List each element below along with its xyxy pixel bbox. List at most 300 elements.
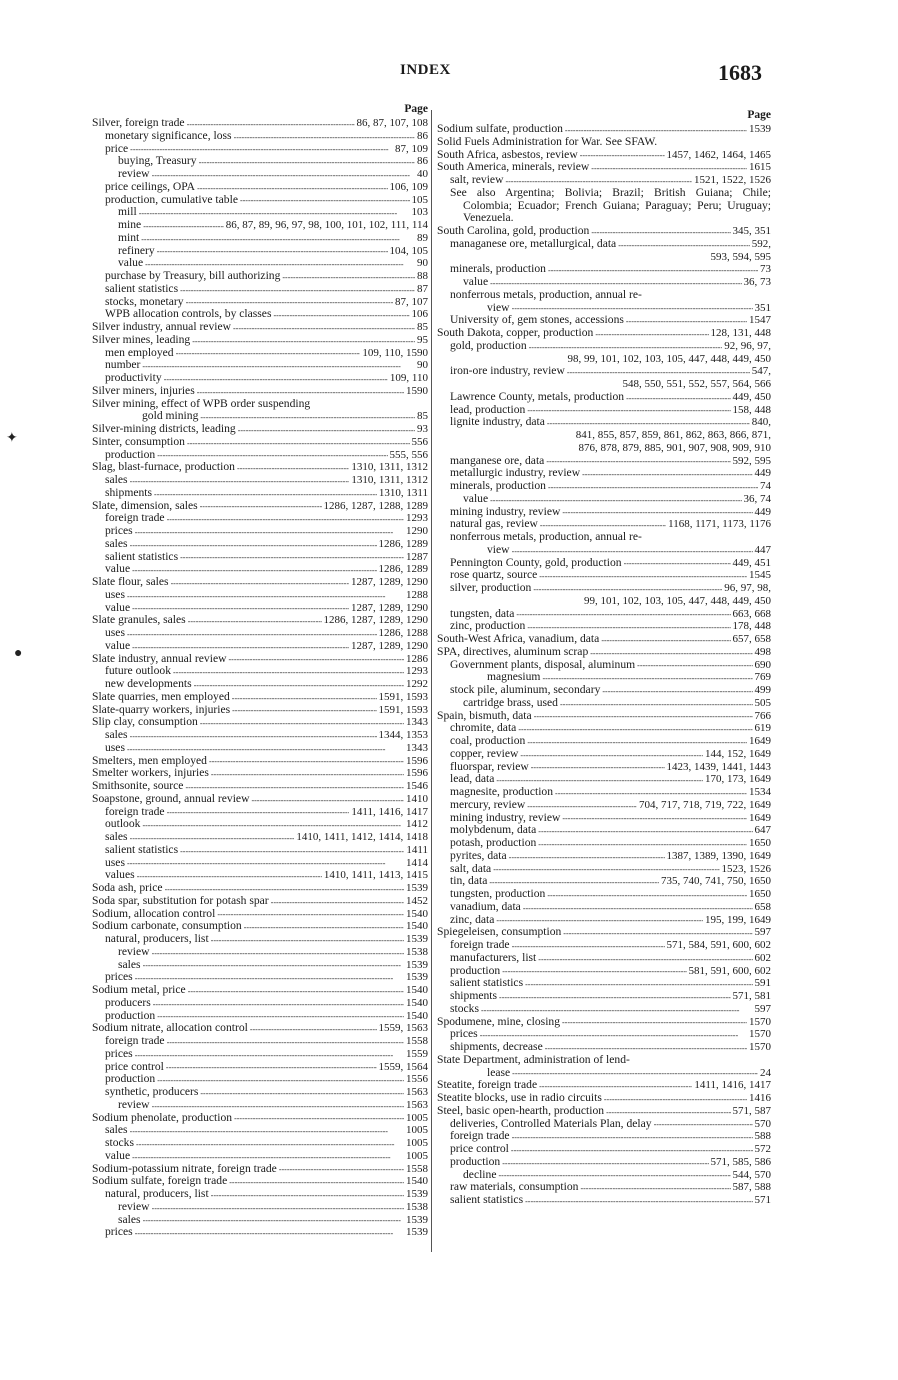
entry-pages: 36, 73 <box>743 276 771 288</box>
dot-leader <box>548 481 758 491</box>
entry-pages: 195, 199, 1649 <box>705 913 771 926</box>
index-entry <box>437 837 771 850</box>
entry-pages: 1559, 1563 <box>378 1022 428 1035</box>
dot-leader <box>232 692 377 702</box>
entry-text: Lawrence County, metals, production <box>450 389 625 403</box>
entry-pages: 556 <box>411 435 428 448</box>
index-entry <box>92 194 428 207</box>
entry-text: manganese ore, data <box>450 453 545 467</box>
index-entry <box>92 1086 428 1099</box>
entry-pages: 74 <box>760 480 771 492</box>
running-head <box>0 60 898 86</box>
dot-leader <box>520 749 703 759</box>
dot-leader <box>185 781 404 791</box>
dot-leader <box>238 424 415 434</box>
index-entry <box>92 691 428 704</box>
entry-pages: 571, 581 <box>732 990 771 1002</box>
entry-text: Sodium-potassium nitrate, foreign trade <box>92 1161 277 1175</box>
entry-pages: 1343 <box>406 716 428 729</box>
entry-text: Soda ash, price <box>92 881 163 894</box>
dot-leader <box>200 1087 404 1097</box>
entry-pages: 766 <box>754 709 771 722</box>
entry-text: shipments, decrease <box>450 1040 543 1053</box>
entry-text: managanese ore, metallurgical, data <box>450 236 617 250</box>
dot-leader <box>127 857 404 867</box>
entry-pages: 1591, 1593 <box>378 703 428 716</box>
index-entry <box>437 1041 771 1054</box>
dot-leader <box>606 1106 730 1116</box>
entry-text: South Carolina, gold, production <box>437 224 590 237</box>
entry-pages: 103 <box>411 206 428 219</box>
entry-pages-continued: 593, 594, 595 <box>710 250 771 263</box>
dot-leader <box>580 1182 730 1192</box>
entry-pages: 597 <box>754 1002 771 1015</box>
entry-pages: 86 <box>417 155 428 168</box>
dot-leader <box>538 825 752 835</box>
dot-leader <box>511 1144 753 1154</box>
index-entry <box>437 1105 771 1118</box>
entry-pages: 1411 <box>406 843 428 856</box>
dot-leader <box>145 258 415 268</box>
index-entry <box>92 742 428 755</box>
dot-leader <box>604 1093 747 1103</box>
dot-leader <box>232 704 376 714</box>
dot-leader <box>188 985 404 995</box>
dot-leader <box>186 296 393 306</box>
index-entry <box>92 1150 428 1163</box>
entry-pages: 128, 131, 448 <box>710 327 771 339</box>
entry-text: prices <box>450 1027 478 1041</box>
entry-pages: 1310, 1311, 1312 <box>351 461 428 474</box>
entry-text: Sodium sulfate, production <box>437 122 563 135</box>
entry-text: Silver-mining districts, leading <box>92 422 236 435</box>
entry-pages: 1559, 1564 <box>378 1060 428 1073</box>
index-entry <box>92 1124 428 1137</box>
entry-text: salient statistics <box>105 549 179 563</box>
index-entry <box>92 818 428 831</box>
entry-text: review <box>118 1097 150 1111</box>
dot-leader <box>135 1049 404 1059</box>
index-entry <box>437 786 771 799</box>
entry-text: Steatite blocks, use in radio circuits <box>437 1091 602 1104</box>
entry-pages: 90 <box>417 257 428 270</box>
entry-text: pyrites, data <box>450 848 507 862</box>
entry-pages: 1412 <box>406 818 428 831</box>
left-entry-list <box>92 117 428 1239</box>
index-entry <box>92 436 428 449</box>
index-entry <box>92 729 428 742</box>
entry-text: productivity <box>105 371 162 384</box>
entry-pages: 1539 <box>749 123 771 135</box>
dot-leader <box>502 965 686 975</box>
dot-leader <box>251 794 404 804</box>
entry-text: production, cumulative table <box>105 192 238 206</box>
index-entry <box>92 1214 428 1227</box>
dot-leader <box>527 736 747 746</box>
dot-leader <box>279 1163 404 1173</box>
entry-pages: 105 <box>411 193 428 206</box>
entry-text: value <box>105 600 131 614</box>
index-entry <box>92 678 428 691</box>
entry-text: production <box>105 1072 156 1086</box>
entry-text: number <box>105 358 141 372</box>
dot-leader <box>167 806 350 816</box>
dot-leader <box>164 373 388 383</box>
dot-leader <box>180 845 404 855</box>
entry-pages: 657, 658 <box>732 633 771 645</box>
dot-leader <box>490 494 741 504</box>
dot-leader <box>173 666 404 676</box>
index-entry <box>437 187 771 225</box>
index-entry <box>92 283 428 296</box>
entry-text: shipments <box>105 485 153 499</box>
dot-leader <box>167 513 404 523</box>
entry-text: Sodium metal, price <box>92 983 186 996</box>
dot-leader <box>637 659 752 669</box>
entry-text: sales <box>118 957 141 971</box>
entry-pages: 1540 <box>406 1175 428 1188</box>
entry-text: uses <box>105 855 125 869</box>
entry-pages: 1287, 1289, 1290 <box>351 601 428 614</box>
dot-leader <box>234 1112 404 1122</box>
entry-pages: 1540 <box>406 984 428 996</box>
dot-leader <box>200 411 415 421</box>
entry-text: values <box>105 868 135 882</box>
index-entry <box>92 857 428 870</box>
entry-text: tungsten, data <box>450 606 515 620</box>
index-entry <box>92 1226 428 1239</box>
dot-leader <box>560 698 753 708</box>
dot-leader <box>555 787 747 797</box>
entry-text: stock pile, aluminum, secondary <box>450 683 601 696</box>
entry-text: view <box>487 300 510 314</box>
index-entry <box>92 576 428 589</box>
entry-text: University of, gem stones, accessions <box>450 313 624 327</box>
index-entry <box>92 1137 428 1150</box>
index-entry <box>92 423 428 436</box>
dot-leader <box>548 264 758 274</box>
dot-leader <box>601 634 730 644</box>
left-column <box>92 102 428 1239</box>
index-entry <box>92 385 428 398</box>
index-entry <box>437 416 771 454</box>
entry-pages: 1005 <box>406 1137 428 1149</box>
index-entry <box>92 627 428 640</box>
dot-leader <box>157 245 388 255</box>
entry-pages: 1563 <box>406 1086 428 1098</box>
dot-leader <box>197 182 387 192</box>
dot-leader <box>250 1023 377 1033</box>
dot-leader <box>176 347 361 357</box>
dot-leader <box>152 1100 404 1110</box>
dot-leader <box>534 710 753 720</box>
dot-leader <box>591 162 747 172</box>
dot-leader <box>132 564 376 574</box>
entry-pages: 499 <box>754 684 771 696</box>
entry-pages: 597 <box>754 926 771 939</box>
entry-pages: 571 <box>754 1194 771 1206</box>
entry-text: potash, production <box>450 836 537 849</box>
entry-text: lignite industry, data <box>450 415 545 429</box>
entry-text: price control <box>105 1059 164 1073</box>
entry-pages: 571, 587 <box>732 1104 771 1117</box>
entry-pages: 1538 <box>406 945 428 958</box>
entry-pages: 1539 <box>406 971 428 984</box>
entry-pages: 1343 <box>406 741 428 754</box>
entry-pages: 588 <box>754 1130 771 1143</box>
entry-pages: 345, 351 <box>732 225 771 237</box>
entry-pages: 1649 <box>749 735 771 747</box>
entry-text: price control <box>450 1142 509 1155</box>
entry-text: Slate industry, annual review <box>92 651 227 665</box>
dot-leader <box>582 468 752 478</box>
dot-leader <box>547 889 747 899</box>
entry-pages: 1540 <box>406 996 428 1009</box>
entry-pages: 1547 <box>749 314 771 327</box>
entry-text: Smelter workers, injuries <box>92 766 209 780</box>
entry-text: outlook <box>105 817 141 831</box>
entry-pages: 1556 <box>406 1073 428 1086</box>
entry-text: mine <box>118 218 142 231</box>
entry-pages: 1168, 1171, 1173, 1176 <box>668 518 771 531</box>
entry-pages: 1570 <box>749 1015 771 1028</box>
entry-text: Sodium sulfate, foreign trade <box>92 1174 228 1188</box>
entry-pages: 1540 <box>406 907 428 920</box>
entry-text: foreign trade <box>105 1034 165 1047</box>
dot-leader <box>527 621 730 631</box>
index-entry <box>92 895 428 908</box>
dot-leader <box>171 577 350 587</box>
index-entry <box>437 174 771 187</box>
index-entry <box>437 340 771 366</box>
dot-leader <box>209 755 404 765</box>
entry-text: salient statistics <box>450 976 524 990</box>
dot-leader <box>132 1151 404 1161</box>
running-title: INDEX <box>400 62 451 78</box>
index-entry <box>92 1112 428 1125</box>
entry-text: salient statistics <box>105 842 179 856</box>
index-entry <box>437 1016 771 1029</box>
dot-leader <box>525 978 752 988</box>
scan-mark: ● <box>14 646 23 661</box>
entry-pages: 1539 <box>406 1213 428 1226</box>
dot-leader <box>499 991 730 1001</box>
dot-leader <box>143 1214 404 1224</box>
entry-text: raw materials, consumption <box>450 1180 579 1194</box>
index-entry <box>92 270 428 283</box>
entry-pages: 1310, 1311 <box>378 486 428 499</box>
entry-pages: 1411, 1416, 1417 <box>351 805 428 818</box>
dot-leader <box>132 602 349 612</box>
entry-text: South America, minerals, review <box>437 160 590 174</box>
entry-text: mercury, review <box>450 797 526 811</box>
index-entry <box>437 1003 771 1016</box>
entry-text: stocks <box>450 1001 479 1015</box>
dot-leader <box>199 156 415 166</box>
entry-text: nonferrous metals, production, annual re- <box>450 530 642 543</box>
dot-leader <box>137 870 322 880</box>
entry-text: value <box>105 562 131 576</box>
dot-leader <box>142 360 415 370</box>
dot-leader <box>167 1036 404 1046</box>
entry-text: sales <box>105 830 128 843</box>
dot-leader <box>157 1074 404 1084</box>
entry-text: See also Argentina; Bolivia; Brazil; British Guiana; Chile; Colombia; Ecuador; French Guiana; Paraguay; Peru; Uruguay; Venezuela. <box>450 185 771 225</box>
dot-leader <box>493 863 719 873</box>
dot-leader <box>545 1042 747 1052</box>
entry-text: prices <box>105 524 133 537</box>
entry-text: coal, production <box>450 734 526 747</box>
index-entry <box>437 123 771 136</box>
entry-pages: 1523, 1526 <box>721 862 771 875</box>
entry-text: foreign trade <box>105 511 165 525</box>
dot-leader <box>531 761 665 771</box>
dot-leader <box>154 488 377 498</box>
entry-pages: 36, 74 <box>743 492 771 505</box>
entry-pages: 1558 <box>406 1035 428 1047</box>
entry-pages: 1650 <box>749 888 771 900</box>
entry-text: salt, review <box>450 173 504 186</box>
entry-pages: 447 <box>754 543 771 556</box>
entry-pages: 449, 451 <box>732 556 771 569</box>
dot-leader <box>132 641 349 651</box>
index-entry <box>92 474 428 487</box>
entry-text: molybdenum, data <box>450 823 537 837</box>
entry-pages-continued: 98, 99, 101, 102, 103, 105, 447, 448, 449, 450 <box>567 352 771 365</box>
dot-leader <box>152 947 404 957</box>
entry-text: synthetic, producers <box>105 1085 199 1098</box>
entry-pages: 449 <box>754 467 771 480</box>
dot-leader <box>197 386 404 396</box>
dot-leader <box>237 462 349 472</box>
entry-pages: 1411, 1416, 1417 <box>694 1079 771 1092</box>
entry-pages: 1570 <box>749 1041 771 1053</box>
dot-leader <box>194 679 404 689</box>
entry-pages: 592, 595 <box>732 454 771 467</box>
entry-text: value <box>463 275 489 288</box>
index-entry <box>92 219 428 232</box>
dot-leader <box>562 1016 747 1026</box>
entry-text: magnesium <box>487 670 541 684</box>
dot-leader <box>188 615 322 625</box>
entry-text: sales <box>105 473 128 486</box>
index-entry <box>437 544 771 557</box>
dot-leader <box>234 131 415 141</box>
entry-pages: 1286, 1288 <box>378 627 428 639</box>
index-entry <box>437 850 771 863</box>
dot-leader <box>546 455 730 465</box>
dot-leader <box>152 1202 404 1212</box>
dot-leader <box>211 934 404 944</box>
index-entry <box>92 181 428 194</box>
index-entry <box>92 347 428 360</box>
entry-pages: 1457, 1462, 1464, 1465 <box>666 148 771 161</box>
entry-text: sales <box>105 536 128 550</box>
entry-pages: 1293 <box>406 512 428 525</box>
dot-leader <box>618 239 750 249</box>
entry-pages: 592, <box>751 237 771 250</box>
entry-pages: 85 <box>417 321 428 333</box>
entry-pages: 1590 <box>406 384 428 397</box>
entry-text: gold mining <box>142 409 199 423</box>
dot-leader <box>136 1138 404 1148</box>
index-entry <box>92 1188 428 1201</box>
entry-text: uses <box>105 587 125 601</box>
entry-text: tin, data <box>450 874 488 888</box>
dot-leader <box>595 328 708 338</box>
entry-pages: 571, 584, 591, 600, 602 <box>666 939 771 951</box>
entry-pages: 1310, 1311, 1312 <box>351 474 428 486</box>
entry-pages: 769 <box>754 671 771 684</box>
entry-text: chromite, data <box>450 721 517 735</box>
entry-pages: 1293 <box>406 665 428 678</box>
right-entry-list <box>437 123 771 1207</box>
entry-text: cartridge brass, used <box>463 695 558 709</box>
dot-leader <box>516 608 730 618</box>
page-column-label: Page <box>747 109 771 121</box>
index-entry <box>92 844 428 857</box>
entry-text: production <box>450 1154 501 1168</box>
entry-pages: 571, 585, 586 <box>710 1155 771 1168</box>
entry-text: vanadium, data <box>450 899 521 913</box>
dot-leader <box>567 366 750 376</box>
entry-pages: 1387, 1389, 1390, 1649 <box>666 849 771 862</box>
dot-leader <box>626 315 747 325</box>
dot-leader <box>527 800 637 810</box>
entry-text: shipments <box>450 989 498 1002</box>
dot-leader <box>130 475 350 485</box>
index-entry <box>92 551 428 564</box>
dot-leader <box>228 653 404 663</box>
entry-pages-continued: 841, 855, 857, 859, 861, 862, 863, 866, 871, <box>575 429 771 441</box>
entry-text: foreign trade <box>105 804 165 818</box>
index-entry <box>92 487 428 500</box>
dot-leader <box>542 672 752 682</box>
entry-text: rose quartz, source <box>450 568 538 582</box>
entry-pages: 1650 <box>749 837 771 849</box>
entry-pages: 1452 <box>406 894 428 907</box>
dot-leader <box>141 233 415 243</box>
entry-text: Steel, basic open-hearth, production <box>437 1103 605 1117</box>
entry-text: gold, production <box>450 338 527 352</box>
entry-pages: 104, 105 <box>389 244 428 257</box>
dot-leader <box>187 437 410 447</box>
entry-text: SPA, directives, aluminum scrap <box>437 644 589 658</box>
entry-text: Sinter, consumption <box>92 434 185 448</box>
dot-leader <box>481 1004 753 1014</box>
index-entry <box>92 1048 428 1061</box>
entry-pages: 1545 <box>749 569 771 582</box>
dot-leader <box>130 832 295 842</box>
dot-leader <box>157 449 387 459</box>
entry-text: price <box>105 141 129 155</box>
dot-leader <box>130 730 377 740</box>
entry-text: value <box>463 491 489 505</box>
entry-text: Silver industry, annual review <box>92 320 231 333</box>
dot-leader <box>539 1080 692 1090</box>
entry-text: copper, review <box>450 746 519 760</box>
entry-text: Spiegeleisen, consumption <box>437 925 562 939</box>
entry-pages: 88 <box>417 270 428 282</box>
entry-pages: 498 <box>754 645 771 658</box>
entry-pages: 90 <box>417 359 428 372</box>
index-entry <box>92 168 428 181</box>
dot-leader <box>244 921 404 931</box>
dot-leader <box>187 118 355 128</box>
entry-pages: 89 <box>417 231 428 244</box>
entry-text: value <box>105 1148 131 1162</box>
entry-pages: 602 <box>754 951 771 964</box>
